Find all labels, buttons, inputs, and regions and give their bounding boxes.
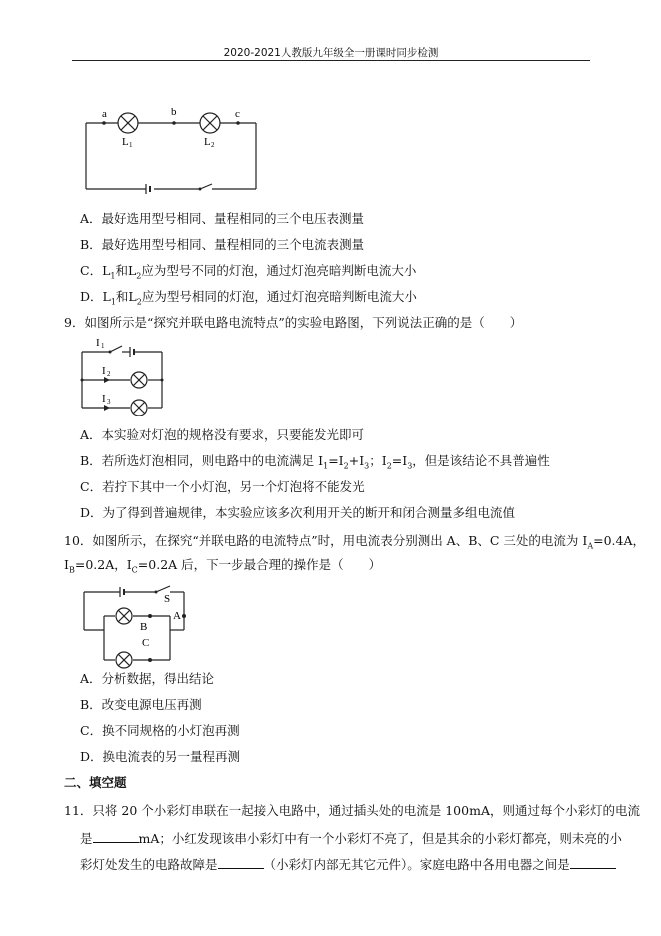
q10-option-b: B．改变电源电压再测 xyxy=(80,697,202,712)
point-b-label: b xyxy=(171,106,177,118)
q10-option-a: A．分析数据，得出结论 xyxy=(80,671,215,686)
q9-option-b: B．若所选灯泡相同，则电路中的电流满足 $I_1=I_2+I_3$；$I_2=I_3$，但是该结论不具普遍性 xyxy=(80,453,550,471)
q10-parallel-circuit-diagram xyxy=(80,580,200,672)
answer-blank[interactable] xyxy=(218,855,264,869)
page-header: 2020-2021人教版九年级全一册课时同步检测 xyxy=(223,47,439,59)
current-i1-sub: 1 xyxy=(101,342,105,350)
current-i3-sub: 3 xyxy=(107,398,111,406)
q10-stem-line1: 10．如图所示，在探究“并联电路的电流特点”时，用电流表分别测出 A、B、C 三处的电流为 $I_A=0.4A$， xyxy=(64,533,645,551)
q10-option-c: C．换不同规格的小灯泡再测 xyxy=(80,723,240,738)
q8-series-circuit-diagram xyxy=(82,105,262,195)
point-a-label: A xyxy=(173,610,181,622)
header-rule xyxy=(72,60,590,61)
lamp-l2-sub: 2 xyxy=(211,141,215,149)
lamp-l1-label: L xyxy=(122,136,129,148)
point-c-label: c xyxy=(235,108,240,120)
switch-s-label: S xyxy=(164,593,171,605)
q9-option-a: A．本实验对灯泡的规格没有要求，只要能发光即可 xyxy=(80,427,365,442)
answer-blank[interactable] xyxy=(93,829,139,843)
q8-option-b: B．最好选用型号相同、量程相同的三个电流表测量 xyxy=(80,237,365,252)
q10-option-d: D．换电流表的另一量程再测 xyxy=(80,749,241,764)
current-i1-label: I xyxy=(96,337,100,349)
q8-option-a: A．最好选用型号相同、量程相同的三个电压表测量 xyxy=(80,211,365,226)
current-i3-label: I xyxy=(102,393,106,405)
point-b-label: B xyxy=(140,621,148,633)
lamp-l2-label: L xyxy=(204,136,211,148)
answer-blank[interactable] xyxy=(570,855,616,869)
q9-stem: 9．如图所示是“探究并联电路电流特点”的实验电路图，下列说法正确的是（ ） xyxy=(64,315,523,330)
q11-line3: 彩灯处发生的电路故障是 （小彩灯内部无其它元件）。家庭电路中各用电器之间是 xyxy=(80,855,616,873)
current-i2-sub: 2 xyxy=(107,370,111,378)
q11-line1: 11．只将 20 个小彩灯串联在一起接入电路中，通过插头处的电流是 100mA，则通过每个小彩灯的电流 xyxy=(64,803,640,818)
lamp-l1-sub: 1 xyxy=(129,141,133,149)
section-title-fill-in: 二、填空题 xyxy=(64,775,127,790)
point-a-label: a xyxy=(102,108,107,120)
q10-stem-line2: $I_B=0.2A$，$I_C=0.2A$ 后，下一步最合理的操作是（ ） xyxy=(64,557,382,575)
q9-option-c: C．若拧下其中一个小灯泡，另一个灯泡将不能发光 xyxy=(80,479,365,494)
q8-option-c: C．$L_1$和$L_2$应为型号不同的灯泡，通过灯泡亮暗判断电流大小 xyxy=(80,263,417,281)
q9-parallel-circuit-diagram xyxy=(78,336,198,416)
point-c-label: C xyxy=(142,637,150,649)
q8-option-d: D．$L_1$和$L_2$应为型号相同的灯泡，通过灯泡亮暗判断电流大小 xyxy=(80,289,417,307)
q11-line2: 是 mA；小红发现该串小彩灯中有一个小彩灯不亮了，但是其余的小彩灯都亮，则未亮的小 xyxy=(80,831,622,846)
current-i2-label: I xyxy=(102,365,106,377)
q9-option-d: D．为了得到普遍规律，本实验应该多次利用开关的断开和闭合测量多组电流值 xyxy=(80,505,516,520)
